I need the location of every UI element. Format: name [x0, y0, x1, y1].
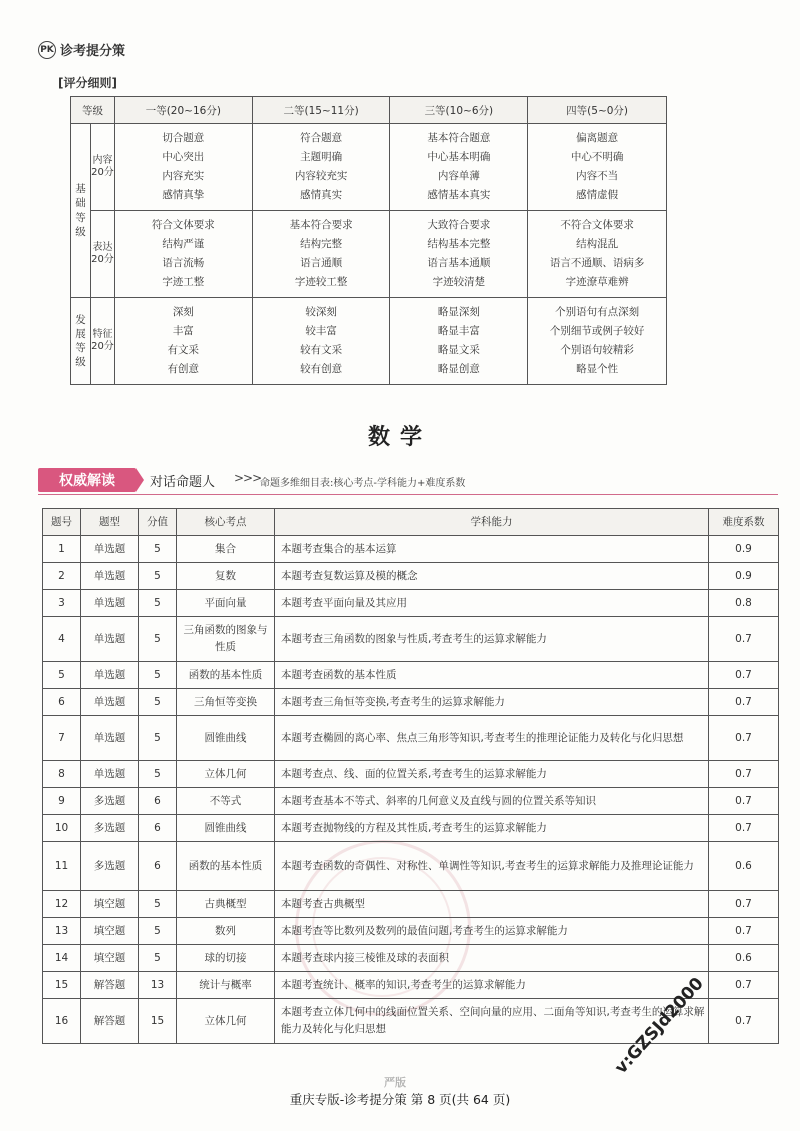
rubric-cell: 大致符合要求 结构基本完整 语言基本通顺 字迹较清楚 [390, 211, 528, 298]
question-number: 1 [43, 536, 81, 563]
difficulty-value: 0.9 [709, 536, 779, 563]
question-number: 13 [43, 918, 81, 945]
difficulty-value: 0.7 [709, 716, 779, 761]
column-header: 核心考点 [177, 509, 275, 536]
table-row [43, 842, 779, 891]
question-number: 3 [43, 590, 81, 617]
exam-spec-header-row [43, 509, 779, 536]
rubric-cell: 深刻 丰富 有文采 有创意 [114, 298, 252, 385]
core-topic: 统计与概率 [177, 972, 275, 999]
ability-description: 本题考查集合的基本运算 [275, 536, 709, 563]
table-row [43, 536, 779, 563]
question-type: 解答题 [81, 972, 139, 999]
question-number: 9 [43, 788, 81, 815]
score-value: 5 [139, 590, 177, 617]
question-type: 多选题 [81, 815, 139, 842]
question-number: 10 [43, 815, 81, 842]
ability-description: 本题考查复数运算及模的概念 [275, 563, 709, 590]
rubric-row [71, 298, 667, 385]
section-banner [38, 466, 778, 495]
question-number: 12 [43, 891, 81, 918]
question-type: 单选题 [81, 563, 139, 590]
score-value: 5 [139, 662, 177, 689]
question-type: 单选题 [81, 662, 139, 689]
question-number: 4 [43, 617, 81, 662]
score-value: 15 [139, 999, 177, 1044]
core-topic: 圆锥曲线 [177, 716, 275, 761]
score-value: 5 [139, 689, 177, 716]
footer-overlay-mark: 严版 [384, 1076, 406, 1089]
question-type: 多选题 [81, 842, 139, 891]
ability-description: 本题考查抛物线的方程及其性质,考查考生的运算求解能力 [275, 815, 709, 842]
difficulty-value: 0.6 [709, 945, 779, 972]
rubric-row [71, 211, 667, 298]
rubric-cell: 偏离题意 中心不明确 内容不当 感情虚假 [528, 124, 667, 211]
question-type: 单选题 [81, 689, 139, 716]
question-number: 11 [43, 842, 81, 891]
ability-description: 本题考查等比数列及数列的最值问题,考查考生的运算求解能力 [275, 918, 709, 945]
question-number: 6 [43, 689, 81, 716]
page-footer: 重庆专版-诊考提分策 第 8 页(共 64 页) [289, 1092, 511, 1107]
core-topic: 复数 [177, 563, 275, 590]
table-row [43, 918, 779, 945]
question-type: 单选题 [81, 536, 139, 563]
difficulty-value: 0.7 [709, 918, 779, 945]
difficulty-value: 0.7 [709, 999, 779, 1044]
table-row [43, 662, 779, 689]
difficulty-value: 0.7 [709, 689, 779, 716]
rubric-sub-label: 特征20分 [90, 298, 114, 385]
column-header: 题型 [81, 509, 139, 536]
section-label: [评分细则] [58, 76, 117, 90]
brand-logo-icon: PK [38, 41, 56, 59]
difficulty-value: 0.7 [709, 788, 779, 815]
question-number: 15 [43, 972, 81, 999]
question-type: 单选题 [81, 761, 139, 788]
core-topic: 立体几何 [177, 761, 275, 788]
ability-description: 本题考查立体几何中的线面位置关系、空间向量的应用、二面角等知识,考查考生的运算求解能力及转化与化归思想 [275, 999, 709, 1044]
table-row [43, 788, 779, 815]
rubric-level-header: 四等(5~0分) [528, 97, 667, 124]
difficulty-value: 0.7 [709, 761, 779, 788]
score-value: 5 [139, 761, 177, 788]
core-topic: 圆锥曲线 [177, 815, 275, 842]
exam-spec-body [43, 536, 779, 1044]
banner-title: 对话命题人 [150, 475, 216, 490]
rubric-cell: 不符合文体要求 结构混乱 语言不通顺、语病多 字迹潦草难辨 [528, 211, 667, 298]
core-topic: 球的切接 [177, 945, 275, 972]
ability-description: 本题考查球内接三棱锥及球的表面积 [275, 945, 709, 972]
ability-description: 本题考查函数的基本性质 [275, 662, 709, 689]
question-type: 填空题 [81, 891, 139, 918]
score-value: 6 [139, 842, 177, 891]
rubric-sub-label: 内容20分 [90, 124, 114, 211]
rubric-level-header: 一等(20~16分) [114, 97, 252, 124]
rubric-cell: 略显深刻 略显丰富 略显文采 略显创意 [390, 298, 528, 385]
score-value: 5 [139, 716, 177, 761]
difficulty-value: 0.9 [709, 563, 779, 590]
column-header: 分值 [139, 509, 177, 536]
banner-tag: 权威解读 [38, 468, 136, 492]
rubric-grade-header: 等级 [71, 97, 115, 124]
table-row [43, 563, 779, 590]
question-type: 单选题 [81, 716, 139, 761]
score-value: 5 [139, 945, 177, 972]
question-type: 填空题 [81, 945, 139, 972]
rubric-group-label: 基础等级 [71, 124, 91, 298]
rubric-cell: 基本符合要求 结构完整 语言通顺 字迹较工整 [252, 211, 390, 298]
ability-description: 本题考查基本不等式、斜率的几何意义及直线与圆的位置关系等知识 [275, 788, 709, 815]
core-topic: 平面向量 [177, 590, 275, 617]
rubric-group-label: 发展等级 [71, 298, 91, 385]
core-topic: 三角恒等变换 [177, 689, 275, 716]
rubric-header-row [71, 97, 667, 124]
banner-arrows-icon: >>> [234, 471, 262, 485]
rubric-cell: 符合文体要求 结构严谨 语言流畅 字迹工整 [114, 211, 252, 298]
difficulty-value: 0.7 [709, 815, 779, 842]
core-topic: 不等式 [177, 788, 275, 815]
score-value: 5 [139, 918, 177, 945]
difficulty-value: 0.6 [709, 842, 779, 891]
table-row [43, 815, 779, 842]
score-value: 6 [139, 788, 177, 815]
table-row [43, 590, 779, 617]
column-header: 题号 [43, 509, 81, 536]
difficulty-value: 0.7 [709, 972, 779, 999]
table-row [43, 945, 779, 972]
ability-description: 本题考查函数的奇偶性、对称性、单调性等知识,考查考生的运算求解能力及推理论证能力 [275, 842, 709, 891]
ability-description: 本题考查点、线、面的位置关系,考查考生的运算求解能力 [275, 761, 709, 788]
rubric-level-header: 三等(10~6分) [390, 97, 528, 124]
rubric-cell: 切合题意 中心突出 内容充实 感情真挚 [114, 124, 252, 211]
question-number: 8 [43, 761, 81, 788]
brand-name: 诊考提分策 [60, 44, 126, 59]
ability-description: 本题考查统计、概率的知识,考查考生的运算求解能力 [275, 972, 709, 999]
rubric-table [70, 96, 667, 385]
core-topic: 古典概型 [177, 891, 275, 918]
score-value: 5 [139, 536, 177, 563]
score-value: 5 [139, 891, 177, 918]
core-topic: 数列 [177, 918, 275, 945]
rubric-cell: 基本符合题意 中心基本明确 内容单薄 感情基本真实 [390, 124, 528, 211]
rubric-cell: 较深刻 较丰富 较有文采 较有创意 [252, 298, 390, 385]
score-value: 5 [139, 563, 177, 590]
score-value: 6 [139, 815, 177, 842]
table-row [43, 972, 779, 999]
core-topic: 立体几何 [177, 999, 275, 1044]
difficulty-value: 0.8 [709, 590, 779, 617]
rubric-cell: 符合题意 主题明确 内容较充实 感情真实 [252, 124, 390, 211]
question-number: 16 [43, 999, 81, 1044]
side-watermark: v:GZSJd2000 [611, 973, 708, 1078]
table-row [43, 891, 779, 918]
question-type: 填空题 [81, 918, 139, 945]
table-row [43, 617, 779, 662]
question-type: 多选题 [81, 788, 139, 815]
ability-description: 本题考查古典概型 [275, 891, 709, 918]
subject-title: 数学 [367, 425, 432, 450]
core-topic: 三角函数的图象与性质 [177, 617, 275, 662]
difficulty-value: 0.7 [709, 891, 779, 918]
question-type: 单选题 [81, 617, 139, 662]
page-header [38, 40, 125, 59]
core-topic: 集合 [177, 536, 275, 563]
difficulty-value: 0.7 [709, 662, 779, 689]
question-number: 2 [43, 563, 81, 590]
column-header: 学科能力 [275, 509, 709, 536]
table-row [43, 716, 779, 761]
ability-description: 本题考查三角恒等变换,考查考生的运算求解能力 [275, 689, 709, 716]
question-number: 5 [43, 662, 81, 689]
question-number: 7 [43, 716, 81, 761]
core-topic: 函数的基本性质 [177, 662, 275, 689]
ability-description: 本题考查三角函数的图象与性质,考查考生的运算求解能力 [275, 617, 709, 662]
rubric-cell: 个别语句有点深刻 个别细节或例子较好 个别语句较精彩 略显个性 [528, 298, 667, 385]
rubric-level-header: 二等(15~11分) [252, 97, 390, 124]
ability-description: 本题考查平面向量及其应用 [275, 590, 709, 617]
core-topic: 函数的基本性质 [177, 842, 275, 891]
table-row [43, 761, 779, 788]
column-header: 难度系数 [709, 509, 779, 536]
exam-spec-table [42, 508, 779, 1044]
ability-description: 本题考查椭圆的离心率、焦点三角形等知识,考查考生的推理论证能力及转化与化归思想 [275, 716, 709, 761]
banner-description: 命题多维细目表:核心考点-学科能力+难度系数 [260, 478, 466, 489]
question-type: 解答题 [81, 999, 139, 1044]
difficulty-value: 0.7 [709, 617, 779, 662]
question-number: 14 [43, 945, 81, 972]
table-row [43, 689, 779, 716]
rubric-sub-label: 表达20分 [90, 211, 114, 298]
question-type: 单选题 [81, 590, 139, 617]
score-value: 13 [139, 972, 177, 999]
rubric-row [71, 124, 667, 211]
score-value: 5 [139, 617, 177, 662]
